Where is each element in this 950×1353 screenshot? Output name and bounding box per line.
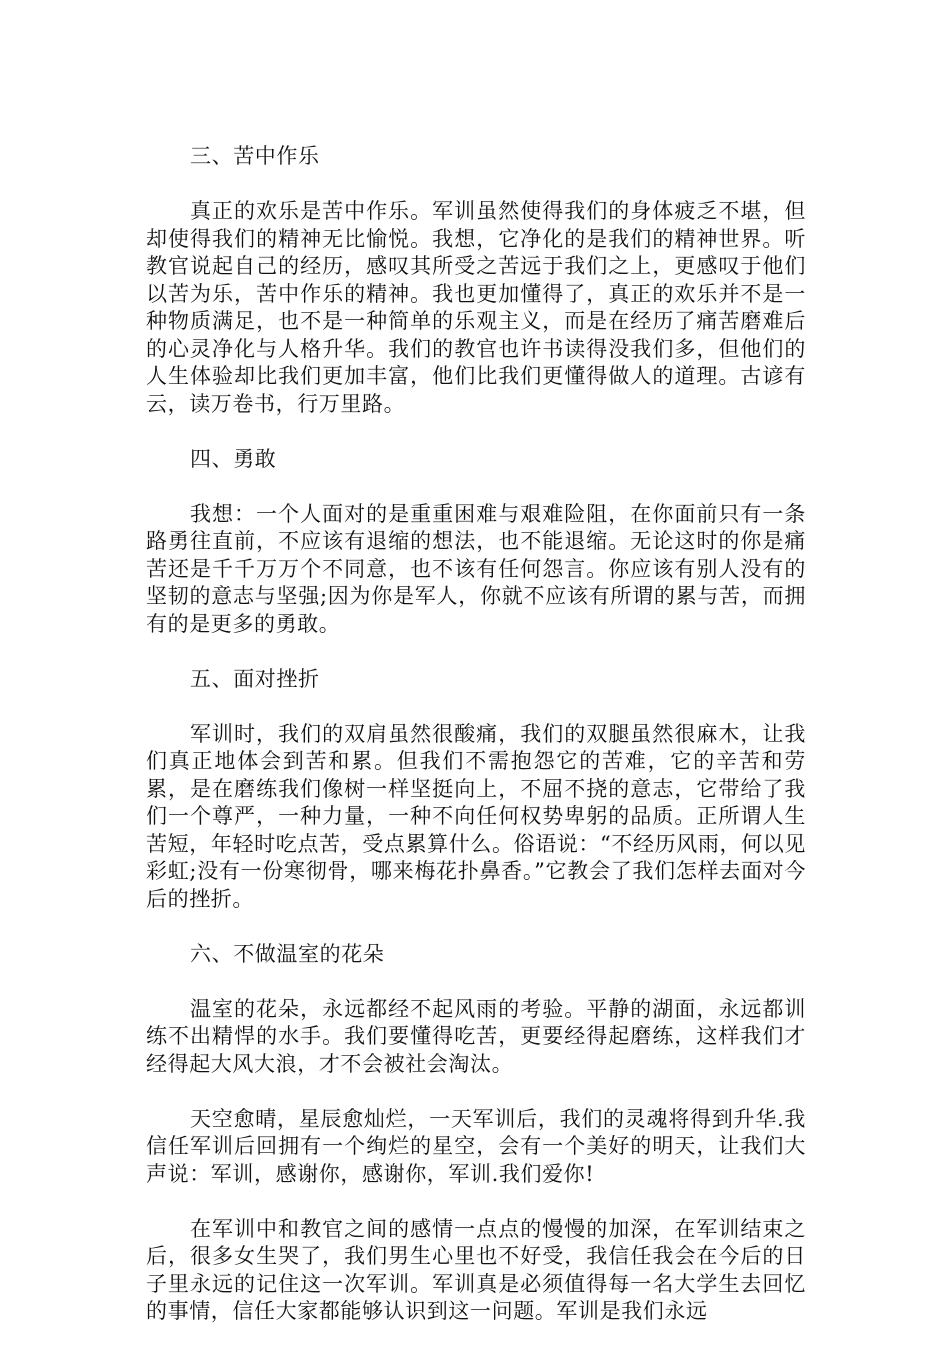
section-3-paragraph-1: 真正的欢乐是苦中作乐。军训虽然使得我们的身体疲乏不堪，但却使得我们的精神无比愉悦。我想，它净化的是我们的精神世界。听教官说起自己的经历，感叹其所受之苦远于我们之上，更感叹于他们以苦为乐，苦中作乐的精神。我也更加懂得了，真正的欢乐并不是一种物质满足，也不是一种简单的乐观主义，而是在经历了痛苦磨难后的心灵净化与人格升华。我们的教官也许书读得没我们多，但他们的人生体验却比我们更加丰富，他们比我们更懂得做人的道理。古谚有云，读万卷书，行万里路。 [146,199,806,416]
section-6-paragraph-3: 在军训中和教官之间的感情一点点的慢慢的加深，在军训结束之后，很多女生哭了，我们男生心里也不好受，我信任我会在今后的日子里永远的记住这一次军训。军训真是必须值得每一名大学生去回忆的事情，信任大家都能够认识到这一问题。军训是我们永远 [146,1216,806,1323]
section-heading-3: 三、苦中作乐 [190,144,320,168]
document-page [146,143,806,1353]
section-heading-5: 五、面对挫折 [190,666,320,691]
section-heading-4: 四、勇敢 [190,446,277,471]
section-4-paragraph-1: 我想：一个人面对的是重重困难与艰难险阻，在你面前只有一条路勇往直前，不应该有退缩的想法，也不能退缩。无论这时的你是痛苦还是千千万万个不同意，也不该有任何怨言。你应该有别人没有的坚韧的意志与坚强;因为你是军人，你就不应该有所谓的累与苦，而拥有的是更多的勇敢。 [146,501,806,636]
section-6-paragraph-1: 温室的花朵，永远都经不起风雨的考验。平静的湖面，永远都训练不出精悍的水手。我们要懂得吃苦，更要经得起磨练，这样我们才经得起大风大浪，才不会被社会淘汰。 [146,996,806,1076]
section-heading-6: 六、不做温室的花朵 [190,941,385,966]
section-5-paragraph-1: 军训时，我们的双肩虽然很酸痛，我们的双腿虽然很麻木，让我们真正地体会到苦和累。但我们不需抱怨它的苦难，它的辛苦和劳累，是在磨练我们像树一样坚挺向上，不屈不挠的意志，它带给了我们一个尊严，一种力量，一种不向任何权势卑躬的品质。正所谓人生苦短，年轻时吃点苦，受点累算什么。俗语说：“不经历风雨，何以见彩虹;没有一份寒彻骨，哪来梅花扑鼻香。”它教会了我们怎样去面对今后的挫折。 [146,721,806,911]
section-6-paragraph-2: 天空愈晴，星辰愈灿烂，一天军训后，我们的灵魂将得到升华.我信任军训后回拥有一个绚烂的星空，会有一个美好的明天，让我们大声说：军训，感谢你，感谢你，军训.我们爱你! [146,1106,806,1186]
